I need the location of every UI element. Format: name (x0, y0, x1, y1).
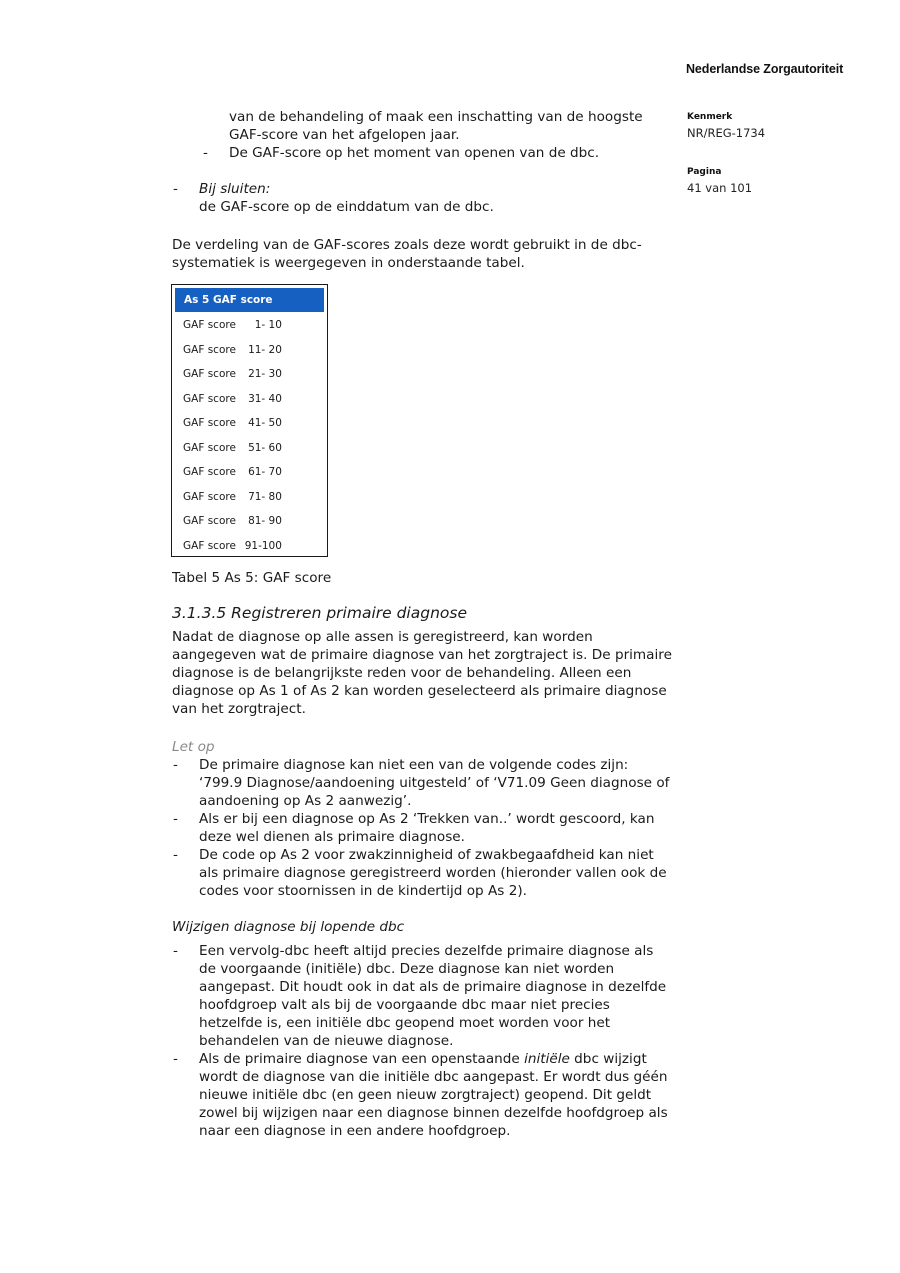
table-row (183, 417, 282, 429)
pagina-label: Pagina (687, 167, 722, 177)
table-caption: Tabel 5 As 5: GAF score (172, 570, 332, 586)
bullet-close-label: Bij sluiten: (199, 181, 271, 197)
table-row (183, 466, 282, 478)
change-bullet-line: nieuwe initiële dbc (en geen nieuw zorgtraject) geopend. Dit geldt (199, 1087, 652, 1103)
text-run: dbc wijzigt (569, 1051, 647, 1067)
change-bullet-line: hoofdgroep valt als bij de voorgaande dbc maar niet precies (199, 997, 610, 1013)
row-range: 1- 10 (254, 319, 282, 331)
row-label: GAF score (183, 392, 236, 405)
row-range: 21- 30 (248, 368, 282, 380)
gaf-score-table (171, 284, 328, 557)
continuation-line: GAF-score van het afgelopen jaar. (229, 127, 460, 143)
organization-name: Nederlandse Zorgautoriteit (686, 62, 844, 76)
emphasis-run: initiële (524, 1051, 570, 1067)
table-row (183, 319, 282, 331)
text-run: Als de primaire diagnose van een openstaande (199, 1051, 525, 1067)
row-label: GAF score (183, 343, 236, 356)
table-header: As 5 GAF score (175, 288, 324, 312)
change-bullet-line: naar een diagnose in een andere hoofdgroep. (199, 1123, 511, 1139)
kenmerk-value: NR/REG-1734 (687, 126, 766, 140)
change-bullet-line: behandelen van de nieuwe diagnose. (199, 1033, 454, 1049)
row-label: GAF score (183, 539, 236, 552)
bullet-close-text: de GAF-score op de einddatum van de dbc. (199, 199, 494, 215)
row-range: 61- 70 (248, 466, 282, 478)
note-bullet-line: aandoening op As 2 aanwezig’. (199, 793, 412, 809)
note-bullet-line: codes voor stoornissen in de kindertijd op As 2). (199, 883, 527, 899)
table-row (183, 393, 282, 405)
bullet-open-text: De GAF-score op het moment van openen van de dbc. (229, 145, 600, 161)
note-bullet-line: De primaire diagnose kan niet een van de volgende codes zijn: (199, 757, 629, 773)
table-row (183, 344, 282, 356)
bullet-dash: - (173, 811, 178, 827)
section-paragraph-line: Nadat de diagnose op alle assen is geregistreerd, kan worden (172, 629, 593, 645)
change-bullet-line: aangepast. Dit houdt ook in dat als de primaire diagnose in dezelfde (199, 979, 667, 995)
change-bullet-line: de voorgaande (initiële) dbc. Deze diagnose kan niet worden (199, 961, 615, 977)
table-row (183, 515, 282, 527)
row-range: 71- 80 (248, 490, 282, 503)
bullet-dash: - (173, 1051, 178, 1067)
bullet-dash: - (173, 943, 178, 959)
section-paragraph-line: diagnose op As 1 of As 2 kan worden geselecteerd als primaire diagnose (172, 683, 667, 699)
row-label: GAF score (183, 490, 236, 503)
row-label: GAF score (183, 466, 236, 478)
table-row (183, 491, 282, 503)
row-label: GAF score (183, 368, 236, 380)
table-row (183, 540, 282, 552)
change-bullet-line (199, 1050, 647, 1068)
section-paragraph-line: aangegeven wat de primaire diagnose van het zorgtraject is. De primaire (172, 647, 672, 663)
section-paragraph-line: diagnose is de belangrijkste reden voor de behandeling. Alleen een (172, 665, 632, 681)
row-label: GAF score (183, 319, 236, 331)
intro-paragraph-line: De verdeling van de GAF-scores zoals deze wordt gebruikt in de dbc- (172, 237, 642, 253)
row-label: GAF score (183, 417, 236, 429)
row-range: 81- 90 (248, 515, 282, 527)
table-row (183, 368, 282, 380)
table-row (183, 442, 282, 454)
row-range: 51- 60 (248, 441, 282, 454)
note-bullet-line: ‘799.9 Diagnose/aandoening uitgesteld’ of ‘V71.09 Geen diagnose of (199, 775, 670, 791)
continuation-line: van de behandeling of maak een inschatting van de hoogste (229, 109, 643, 125)
change-bullet-line: zowel bij wijzigen naar een diagnose binnen dezelfde hoofdgroep als (199, 1105, 668, 1121)
change-bullet-line: wordt de diagnose van die initiële dbc aangepast. Er wordt dus géén (199, 1069, 668, 1085)
row-range: 31- 40 (248, 392, 282, 405)
row-range: 11- 20 (248, 343, 282, 356)
change-bullet-line: Een vervolg-dbc heeft altijd precies dezelfde primaire diagnose als (199, 943, 654, 959)
intro-paragraph-line: systematiek is weergegeven in onderstaande tabel. (172, 255, 525, 271)
bullet-dash: - (173, 757, 178, 773)
section-heading: 3.1.3.5 Registreren primaire diagnose (172, 604, 467, 622)
row-range: 91-100 (244, 539, 282, 552)
kenmerk-label: Kenmerk (687, 112, 733, 122)
row-range: 41- 50 (248, 417, 282, 429)
note-label: Let op (172, 739, 215, 755)
bullet-dash: - (203, 145, 208, 161)
note-bullet-line: als primaire diagnose geregistreerd worden (hieronder vallen ook de (199, 865, 667, 881)
sub-heading: Wijzigen diagnose bij lopende dbc (172, 919, 405, 935)
note-bullet-line: Als er bij een diagnose op As 2 ‘Trekken van..’ wordt gescoord, kan (199, 811, 655, 827)
pagina-value: 41 van 101 (687, 181, 753, 195)
row-label: GAF score (183, 441, 236, 454)
bullet-dash: - (173, 181, 178, 197)
bullet-dash: - (173, 847, 178, 863)
row-label: GAF score (183, 515, 236, 527)
change-bullet-line: hetzelfde is, een initiële dbc geopend moet worden voor het (199, 1015, 611, 1031)
section-paragraph-line: van het zorgtraject. (172, 701, 306, 717)
note-bullet-line: deze wel dienen als primaire diagnose. (199, 829, 465, 845)
note-bullet-line: De code op As 2 voor zwakzinnigheid of zwakbegaafdheid kan niet (199, 847, 654, 863)
